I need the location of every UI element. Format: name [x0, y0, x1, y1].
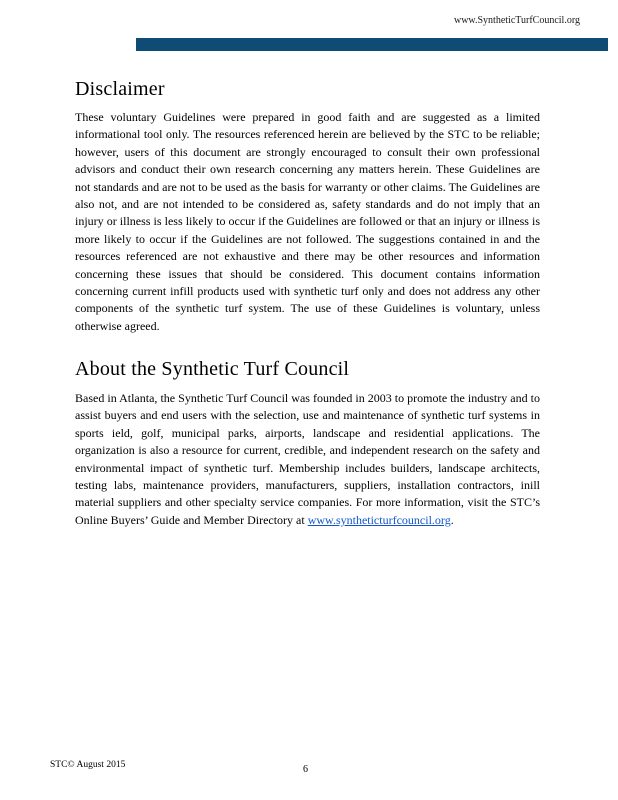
- stc-website-link[interactable]: www.syntheticturfcouncil.org: [307, 512, 451, 527]
- about-heading: About the Synthetic Turf Council: [75, 358, 350, 380]
- page-number: 6: [303, 764, 308, 775]
- about-link-suffix: .: [450, 512, 454, 527]
- disclaimer-heading: Disclaimer: [75, 78, 165, 100]
- footer-copyright: STC© August 2015: [50, 760, 126, 770]
- about-paragraph: [75, 390, 540, 529]
- disclaimer-paragraph: These voluntary Guidelines were prepared in good faith and are suggested as a limited informational tool only. The resources referenced herein are believed by the STC to be reliable; however, users of this document are strongly encouraged to consult their own professional advisors and conduct their own research concerning any matters herein. These Guidelines are not standards and are not to be used as the basis for warranty or other claims. The Guidelines are also not, and are not intended to be considered as, safety standards and do not imply that an injury or illness is less likely to occur if the Guidelines are followed or that an injury or illness is more likely to occur if the Guidelines are not followed. The suggestions contained in and the resources referenced are not exhaustive and there may be other resources and information concerning these issues that should be considered. This document contains information concerning current infill products used with synthetic turf only and does not address any other components of the synthetic turf system. The use of these Guidelines is voluntary, unless otherwise agreed.: [75, 110, 540, 333]
- header-url: www.SyntheticTurfCouncil.org: [453, 15, 580, 26]
- header-bar: [136, 38, 608, 51]
- about-body-text: Based in Atlanta, the Synthetic Turf Council was founded in 2003 to promote the industry and to assist buyers and end users with the selection, use and maintenance of synthetic turf systems in sports ield, golf, municipal parks, airports, landscape and residential applications. The organization is also a resource for current, credible, and independent research on the safety and environmental impact of synthetic turf. Membership includes builders, landscape architects, testing labs, maintenance providers, manufacturers, suppliers, installation contractors, inill material suppliers and other specialty service companies. For more information, visit the STC’s Online Buyers’ Guide and Member Directory at: [75, 391, 540, 527]
